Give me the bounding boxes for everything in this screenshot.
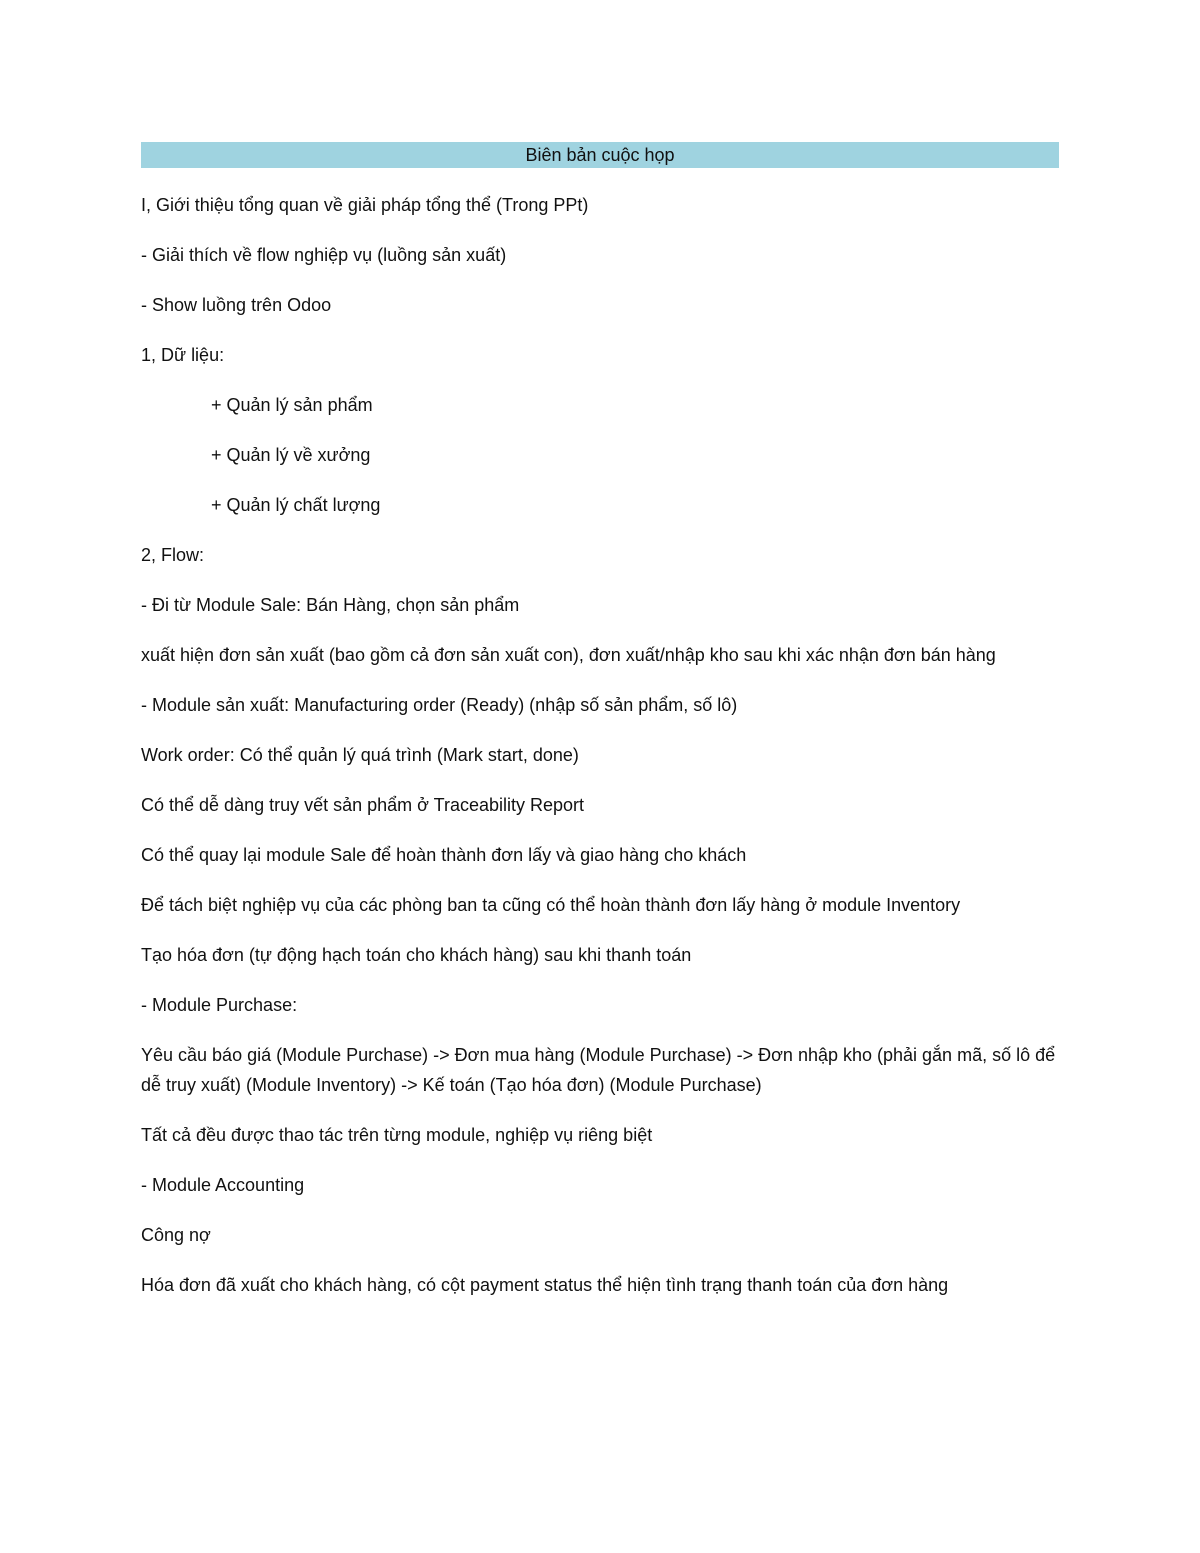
paragraph: + Quản lý chất lượng (211, 495, 381, 515)
paragraph: Có thể dễ dàng truy vết sản phẩm ở Traceability Report (141, 795, 585, 815)
paragraph: - Giải thích về flow nghiệp vụ (luồng sản xuất) (141, 245, 507, 265)
paragraph: 1, Dữ liệu: (141, 345, 225, 365)
paragraph: Hóa đơn đã xuất cho khách hàng, có cột payment status thể hiện tình trạng thanh toán của đơn hàng (141, 1275, 949, 1295)
paragraph: - Đi từ Module Sale: Bán Hàng, chọn sản phẩm (141, 595, 520, 615)
paragraph: + Quản lý sản phẩm (211, 395, 373, 415)
paragraph: - Module sản xuất: Manufacturing order (Ready) (nhập số sản phẩm, số lô) (141, 695, 738, 715)
paragraph: - Show luồng trên Odoo (141, 295, 332, 315)
paragraph: xuất hiện đơn sản xuất (bao gồm cả đơn sản xuất con), đơn xuất/nhập kho sau khi xác nhận đơn bán hàng (141, 645, 996, 665)
paragraph: - Module Accounting (141, 1175, 305, 1195)
paragraph: I, Giới thiệu tổng quan về giải pháp tổng thể (Trong PPt) (141, 195, 589, 215)
paragraph: Work order: Có thể quản lý quá trình (Mark start, done) (141, 745, 579, 765)
document-body (141, 190, 1059, 1320)
paragraph: + Quản lý về xưởng (211, 445, 371, 465)
document-title: Biên bản cuộc họp (141, 142, 1059, 168)
paragraph: Để tách biệt nghiệp vụ của các phòng ban ta cũng có thể hoàn thành đơn lấy hàng ở module Inventory (141, 895, 961, 915)
paragraph: Có thể quay lại module Sale để hoàn thành đơn lấy và giao hàng cho khách (141, 845, 747, 865)
paragraph: - Module Purchase: (141, 995, 298, 1015)
paragraph: Tạo hóa đơn (tự động hạch toán cho khách hàng) sau khi thanh toán (141, 945, 692, 965)
paragraph: Công nợ (141, 1225, 211, 1245)
paragraph: Tất cả đều được thao tác trên từng module, nghiệp vụ riêng biệt (141, 1125, 653, 1145)
paragraph: Yêu cầu báo giá (Module Purchase) -> Đơn mua hàng (Module Purchase) -> Đơn nhập kho (phải gắn mã, số lô để dễ truy xuất) (Module Inventory) -> Kế toán (Tạo hóa đơn) (Module Purchase) (141, 1045, 1056, 1095)
paragraph: 2, Flow: (141, 545, 205, 565)
